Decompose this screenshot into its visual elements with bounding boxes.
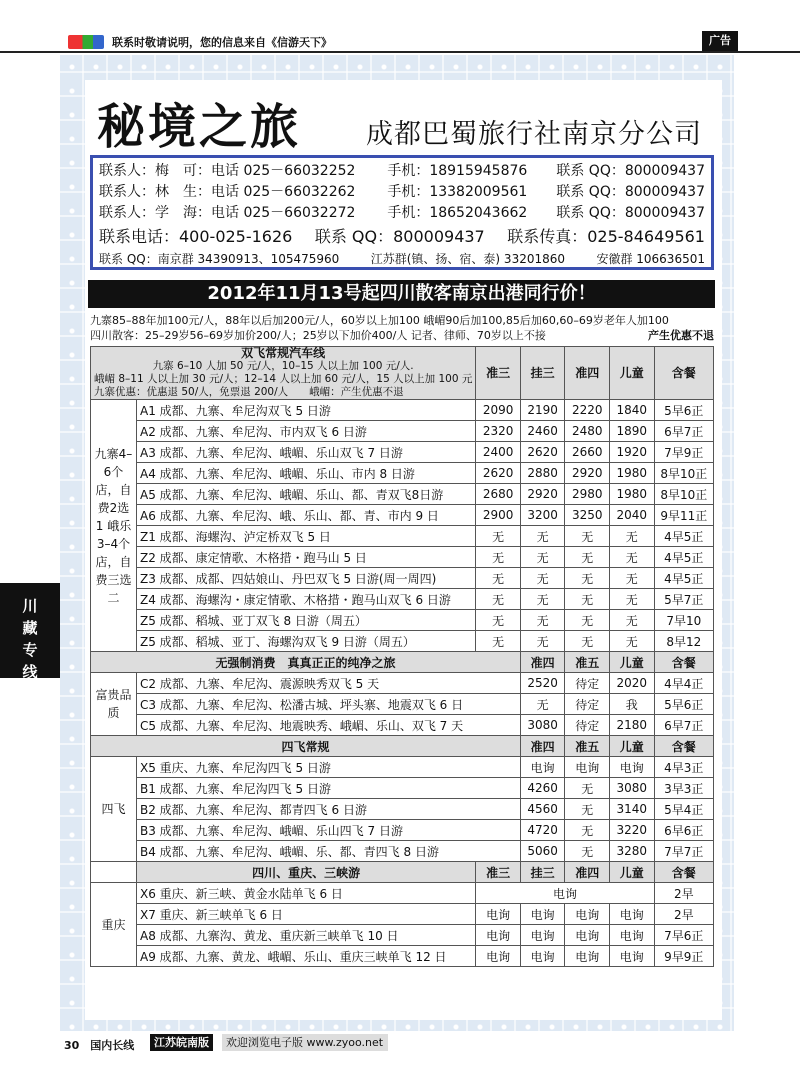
table-cell: A6 成都、九寨、牟尼沟、峨、乐山、都、青、市内 9 日 xyxy=(137,505,476,526)
table-cell: Z5 成都、稻城、亚丁双飞 8 日游（周五） xyxy=(137,610,476,631)
table-row xyxy=(91,925,714,946)
edition-tag: 江苏皖南版 xyxy=(150,1034,213,1051)
table-cell: 富贵品质 xyxy=(91,673,137,736)
hotline-qq: 联系 QQ：800009437 xyxy=(314,227,485,246)
table-cell: 6早6正 xyxy=(654,820,713,841)
table-cell: 准三 xyxy=(476,347,521,400)
note-line-1: 九寨85–88年加100元/人，88年以后加200元/人，60岁以上加100 峨嵋90后加100,85后加60,60–69岁老年人加100 xyxy=(90,314,669,327)
table-cell: 6早7正 xyxy=(654,421,713,442)
table-cell: 四川、重庆、三峡游 xyxy=(137,862,476,883)
footer xyxy=(0,1034,800,1054)
section-header xyxy=(91,652,714,673)
source-note: 联系时敬请说明，您的信息来自《信游天下》 xyxy=(112,36,332,49)
table-cell: 无 xyxy=(565,841,610,862)
table-cell: 准五 xyxy=(565,736,610,757)
table-cell: 无强制消费 真真正正的纯净之旅 xyxy=(91,652,521,673)
table-row xyxy=(91,757,714,778)
table-cell: 无 xyxy=(610,547,655,568)
table-cell: 无 xyxy=(520,568,565,589)
table-cell: 无 xyxy=(520,694,565,715)
table-cell: 1840 xyxy=(610,400,655,421)
table-cell: 4560 xyxy=(520,799,565,820)
table-cell: 准四 xyxy=(565,862,610,883)
table-cell: B1 成都、九寨、牟尼沟四飞 5 日游 xyxy=(137,778,521,799)
table-row xyxy=(91,547,714,568)
table-row xyxy=(91,526,714,547)
table-cell: A5 成都、九寨、牟尼沟、峨嵋、乐山、都、青双飞8日游 xyxy=(137,484,476,505)
section1-detail: 峨嵋 8–11 人以上加 30 元/人；12–14 人以上加 60 元/人，15 人以上加 100 元 xyxy=(94,373,473,385)
table-cell: 电询 xyxy=(476,946,521,967)
table-cell: 无 xyxy=(565,820,610,841)
table-cell: 2880 xyxy=(520,463,565,484)
contact-mobile: 手机：13382009561 xyxy=(387,184,528,200)
table-cell: 4早4正 xyxy=(654,673,713,694)
table-cell: 挂三 xyxy=(520,347,565,400)
table-row xyxy=(91,820,714,841)
table-cell: 4720 xyxy=(520,820,565,841)
table-cell: 2460 xyxy=(520,421,565,442)
table-cell: 3250 xyxy=(565,505,610,526)
side-tab xyxy=(0,583,60,681)
table-cell: 无 xyxy=(610,610,655,631)
agency-name: 成都巴蜀旅行社南京分公司 xyxy=(366,119,702,150)
table-cell: 3080 xyxy=(610,778,655,799)
note-line-3: 产生优惠不退 xyxy=(648,329,714,342)
section1-title: 双飞常规汽车线 xyxy=(241,346,326,360)
table-cell: 无 xyxy=(565,799,610,820)
table-row xyxy=(91,442,714,463)
page-title: 秘境之旅 xyxy=(97,99,302,155)
table-row xyxy=(91,505,714,526)
table-cell: 我 xyxy=(610,694,655,715)
table-cell: 2090 xyxy=(476,400,521,421)
table-cell: A3 成都、九寨、牟尼沟、峨嵋、乐山双飞 7 日游 xyxy=(137,442,476,463)
table-cell: 8早10正 xyxy=(654,463,713,484)
table-row xyxy=(91,694,714,715)
publisher-logo-icon xyxy=(68,35,104,49)
table-cell: B2 成都、九寨、牟尼沟、都青四飞 6 日游 xyxy=(137,799,521,820)
table-cell: 5早6正 xyxy=(654,400,713,421)
table-cell: Z4 成都、海螺沟・康定情歌、木格措・跑马山双飞 6 日游 xyxy=(137,589,476,610)
table-cell: 2920 xyxy=(520,484,565,505)
table-row xyxy=(91,484,714,505)
contact-person: 联系人：梅 可：电话 025－66032252 xyxy=(99,163,356,179)
contact-qq: 联系 QQ：800009437 xyxy=(556,205,705,221)
table-cell: 电询 xyxy=(520,925,565,946)
table-cell: 无 xyxy=(520,589,565,610)
table-cell: Z5 成都、稻城、亚丁、海螺沟双飞 9 日游（周五） xyxy=(137,631,476,652)
table-cell: 电询 xyxy=(565,925,610,946)
table-cell: 待定 xyxy=(565,715,610,736)
contact-person: 联系人：学 海：电话 025－66032272 xyxy=(99,205,356,221)
table-cell: 四飞常规 xyxy=(91,736,521,757)
table-cell: A4 成都、九寨、牟尼沟、峨嵋、乐山、市内 8 日游 xyxy=(137,463,476,484)
table-cell: 电询 xyxy=(565,904,610,925)
table-cell: 无 xyxy=(520,610,565,631)
table-cell: 准三 xyxy=(476,862,521,883)
table-cell: Z3 成都、成都、四姑娘山、丹巴双飞 5 日游(周一周四) xyxy=(137,568,476,589)
table-row xyxy=(91,400,714,421)
table-row xyxy=(91,904,714,925)
table-cell: 1980 xyxy=(610,463,655,484)
table-cell: 9早11正 xyxy=(654,505,713,526)
table-cell: 无 xyxy=(476,526,521,547)
table-cell: 电询 xyxy=(476,925,521,946)
table-cell: 2020 xyxy=(610,673,655,694)
table-cell: 无 xyxy=(565,631,610,652)
table-cell: 2040 xyxy=(610,505,655,526)
table-cell: 儿童 xyxy=(610,736,655,757)
section1-detail: 九寨优惠：优惠退 50/人，免票退 200/人 峨嵋：产生优惠不退 xyxy=(94,386,404,398)
contact-row xyxy=(99,161,705,182)
ad-tag: 广告 xyxy=(702,31,738,51)
table-row xyxy=(91,568,714,589)
table-cell: 4早5正 xyxy=(654,526,713,547)
contact-person: 联系人：林 生：电话 025－66032262 xyxy=(99,184,356,200)
table-row xyxy=(91,715,714,736)
table-cell: 3200 xyxy=(520,505,565,526)
table-row xyxy=(91,946,714,967)
table-cell: C3 成都、九寨、牟尼沟、松潘古城、坪头寨、地震双飞 6 日 xyxy=(137,694,521,715)
table-cell: 电询 xyxy=(565,946,610,967)
table-row xyxy=(91,778,714,799)
table-cell: 6早7正 xyxy=(654,715,713,736)
table-cell: A1 成都、九寨、牟尼沟双飞 5 日游 xyxy=(137,400,476,421)
table-cell: 儿童 xyxy=(610,652,655,673)
page-number: 30 国内长线 xyxy=(64,1039,135,1052)
table-cell: X7 重庆、新三峡单飞 6 日 xyxy=(137,904,476,925)
table-cell: 准五 xyxy=(565,652,610,673)
table-cell: 九寨4–6个店，自费2选1 峨乐3–4个店，自费三选二 xyxy=(91,400,137,652)
hotline-row xyxy=(99,224,705,250)
table-row xyxy=(91,463,714,484)
table-cell: 无 xyxy=(610,526,655,547)
hotline-fax: 联系传真：025-84649561 xyxy=(507,227,705,246)
table-row xyxy=(91,610,714,631)
table-cell: A8 成都、九寨沟、黄龙、重庆新三峡单飞 10 日 xyxy=(137,925,476,946)
table-cell: 电询 xyxy=(565,757,610,778)
table-cell: 2900 xyxy=(476,505,521,526)
table-row xyxy=(91,589,714,610)
table-cell: 电询 xyxy=(520,757,565,778)
table-cell: 电询 xyxy=(610,757,655,778)
table-cell: 无 xyxy=(610,631,655,652)
table-row xyxy=(91,799,714,820)
table-cell: 无 xyxy=(476,589,521,610)
table-cell: 电询 xyxy=(520,904,565,925)
table-cell: 儿童 xyxy=(610,862,655,883)
table-cell: 待定 xyxy=(565,694,610,715)
table-cell: 无 xyxy=(565,778,610,799)
price-banner: 2012年11月13号起四川散客南京出港同行价！ xyxy=(88,280,715,308)
table-cell: 3080 xyxy=(520,715,565,736)
table-cell: 2早 xyxy=(654,904,713,925)
table-cell: 4早5正 xyxy=(654,547,713,568)
contact-row xyxy=(99,203,705,224)
table-cell: 无 xyxy=(610,589,655,610)
table-cell: B4 成都、九寨、牟尼沟、峨嵋、乐、都、青四飞 8 日游 xyxy=(137,841,521,862)
table-cell: 电询 xyxy=(610,925,655,946)
side-tab-label: 川藏专线 xyxy=(22,597,38,681)
table-cell: 儿童 xyxy=(610,347,655,400)
table-cell: C2 成都、九寨、牟尼沟、震源映秀双飞 5 天 xyxy=(137,673,521,694)
table-cell: 重庆 xyxy=(91,883,137,967)
qq-group-anhui: 安徽群 106636501 xyxy=(596,252,705,266)
table-cell: 含餐 xyxy=(654,736,713,757)
table-cell: 电询 xyxy=(610,946,655,967)
section-header xyxy=(91,862,714,883)
contact-qq: 联系 QQ：800009437 xyxy=(556,184,705,200)
table-cell: 准四 xyxy=(565,347,610,400)
table-cell: 3280 xyxy=(610,841,655,862)
table-cell: 2190 xyxy=(520,400,565,421)
table-cell: 9早9正 xyxy=(654,946,713,967)
table-cell: 电询 xyxy=(476,883,654,904)
surcharge-notes xyxy=(90,313,714,343)
table-cell: 5早4正 xyxy=(654,799,713,820)
table-cell: 1980 xyxy=(610,484,655,505)
contact-row xyxy=(99,182,705,203)
table-cell: A2 成都、九寨、牟尼沟、市内双飞 6 日游 xyxy=(137,421,476,442)
table-cell: 8早10正 xyxy=(654,484,713,505)
table-cell: 7早7正 xyxy=(654,841,713,862)
table-cell: 3220 xyxy=(610,820,655,841)
table-cell: 2480 xyxy=(565,421,610,442)
table-cell: 2920 xyxy=(565,463,610,484)
contact-box xyxy=(90,155,714,270)
table-cell: 1890 xyxy=(610,421,655,442)
table-row xyxy=(91,673,714,694)
table-row xyxy=(91,421,714,442)
table-cell: 2620 xyxy=(476,463,521,484)
section1-header xyxy=(91,347,476,400)
contact-mobile: 手机：18652043662 xyxy=(387,205,528,221)
table-cell: C5 成都、九寨、牟尼沟、地震映秀、峨嵋、乐山、双飞 7 天 xyxy=(137,715,521,736)
table-cell: 2400 xyxy=(476,442,521,463)
table-cell: Z2 成都、康定情歌、木格措・跑马山 5 日 xyxy=(137,547,476,568)
hotline-phone: 联系电话：400-025-1626 xyxy=(99,227,293,246)
table-cell: 无 xyxy=(476,610,521,631)
table-cell: 4260 xyxy=(520,778,565,799)
table-cell: 5早6正 xyxy=(654,694,713,715)
table-cell: 无 xyxy=(565,589,610,610)
table-cell: 3140 xyxy=(610,799,655,820)
table-cell xyxy=(91,862,137,883)
table-cell: 4早5正 xyxy=(654,568,713,589)
table-cell: 2早 xyxy=(654,883,713,904)
table-cell: 2520 xyxy=(520,673,565,694)
table-cell: 电询 xyxy=(610,904,655,925)
table-cell: 四飞 xyxy=(91,757,137,862)
table-cell: 含餐 xyxy=(654,347,713,400)
table-cell: 5早7正 xyxy=(654,589,713,610)
table-cell: 无 xyxy=(610,568,655,589)
table-cell: 电询 xyxy=(476,904,521,925)
table-row xyxy=(91,883,714,904)
table-cell: 准四 xyxy=(520,652,565,673)
table-cell: 2980 xyxy=(565,484,610,505)
table-cell: 7早10 xyxy=(654,610,713,631)
section-header xyxy=(91,736,714,757)
table-cell: 2620 xyxy=(520,442,565,463)
table-cell: 挂三 xyxy=(520,862,565,883)
table-cell: 待定 xyxy=(565,673,610,694)
table-cell: 7早6正 xyxy=(654,925,713,946)
table-cell: 含餐 xyxy=(654,862,713,883)
table-cell: 无 xyxy=(520,526,565,547)
qq-groups-row xyxy=(99,250,705,268)
table-cell: 2680 xyxy=(476,484,521,505)
table-cell: 准四 xyxy=(520,736,565,757)
table-cell: 3早3正 xyxy=(654,778,713,799)
table-cell: 8早12 xyxy=(654,631,713,652)
table-cell: 无 xyxy=(565,547,610,568)
note-line-2: 四川散客：25–29岁56–69岁加价200/人；25岁以下加价400/人 记者、律师、70岁以上不接 xyxy=(90,329,546,342)
table-row xyxy=(91,841,714,862)
table-cell: A9 成都、九寨、黄龙、峨嵋、乐山、重庆三峡单飞 12 日 xyxy=(137,946,476,967)
table-cell: 含餐 xyxy=(654,652,713,673)
website-link[interactable]: 欢迎浏览电子版 www.zyoo.net xyxy=(222,1034,388,1051)
section-header xyxy=(91,347,714,400)
section1-detail: 九寨 6–10 人加 50 元/人，10–15 人以上加 100 元/人. xyxy=(152,360,414,372)
contact-mobile: 手机：18915945876 xyxy=(387,163,528,179)
table-cell: Z1 成都、海螺沟、泸定桥双飞 5 日 xyxy=(137,526,476,547)
table-cell: 无 xyxy=(565,526,610,547)
table-cell: 2180 xyxy=(610,715,655,736)
table-cell: 无 xyxy=(476,631,521,652)
table-row xyxy=(91,631,714,652)
qq-group-jiangsu: 江苏群(镇、扬、宿、泰) 33201860 xyxy=(370,252,566,266)
table-cell: 2220 xyxy=(565,400,610,421)
table-cell: 7早9正 xyxy=(654,442,713,463)
table-cell: B3 成都、九寨、牟尼沟、峨嵋、乐山四飞 7 日游 xyxy=(137,820,521,841)
table-cell: X6 重庆、新三峡、黄金水陆单飞 6 日 xyxy=(137,883,476,904)
table-cell: 无 xyxy=(476,568,521,589)
top-bar xyxy=(0,31,800,53)
qq-group-nanjing: 联系 QQ：南京群 34390913、105475960 xyxy=(99,252,340,266)
table-cell: 无 xyxy=(520,631,565,652)
contact-qq: 联系 QQ：800009437 xyxy=(556,163,705,179)
table-cell: 无 xyxy=(520,547,565,568)
table-cell: 5060 xyxy=(520,841,565,862)
price-table xyxy=(90,346,714,967)
table-cell: 2320 xyxy=(476,421,521,442)
table-cell: 1920 xyxy=(610,442,655,463)
table-cell: 4早3正 xyxy=(654,757,713,778)
table-cell: 无 xyxy=(476,547,521,568)
table-cell: X5 重庆、九寨、牟尼沟四飞 5 日游 xyxy=(137,757,521,778)
table-cell: 无 xyxy=(565,568,610,589)
table-cell: 无 xyxy=(565,610,610,631)
table-cell: 电询 xyxy=(520,946,565,967)
table-cell: 2660 xyxy=(565,442,610,463)
